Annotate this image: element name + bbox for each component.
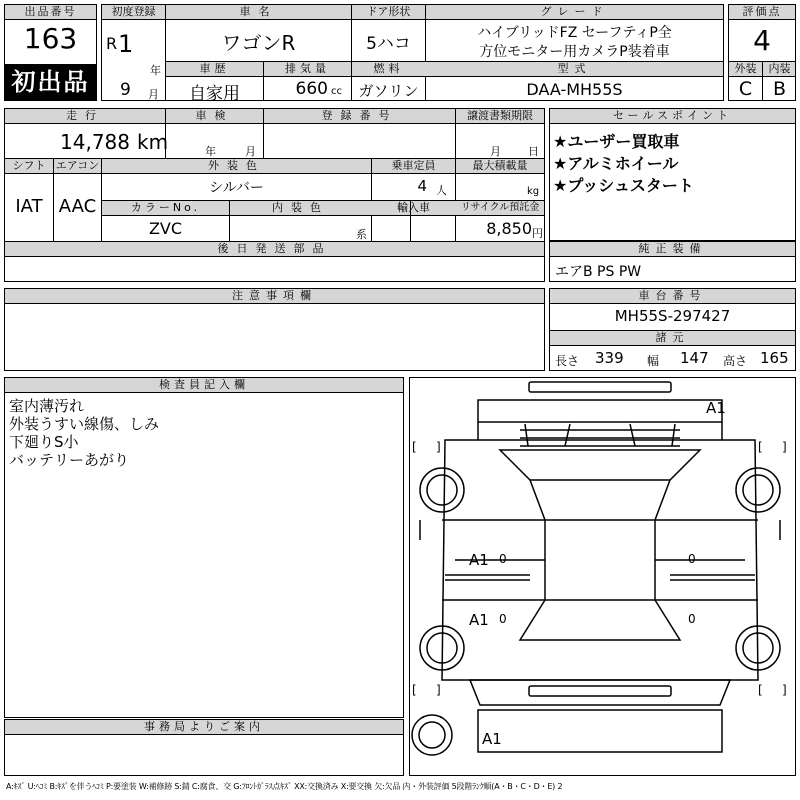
- inspector-line-4: バッテリーあがり: [9, 451, 130, 469]
- max-load-label: 最大積載量: [472, 159, 528, 172]
- int-score-label: 内装: [768, 62, 791, 75]
- first-reg-year-unit: 年: [150, 64, 161, 77]
- height-value: 165: [760, 349, 789, 367]
- first-reg-year: 1: [118, 30, 134, 58]
- mark-zero-3: 0: [499, 612, 507, 626]
- later-parts-label: 後日発送部品: [217, 242, 332, 255]
- bracket-left-front-close: ]: [436, 440, 441, 454]
- capacity-label: 乗車定員: [391, 159, 436, 172]
- displacement-label: 排気量: [285, 62, 330, 75]
- first-reg-month-unit: 月: [148, 88, 159, 101]
- sales-point-1: ★ユーザー買取車: [553, 132, 680, 151]
- damage-legend: A:ｷｽﾞ U:ﾍｺﾐ B:ｷｽﾞを伴うﾍｺﾐ P:要塗装 W:補修跡 S:錆 C:腐食、交 G:ﾌﾛﾝﾄｶﾞﾗｽ点ｷｽﾞ XX:交換済み X:要交換 欠:欠品 内・外装評価 5段階ﾗﾝｸ順(A・B・C・D・E) 2: [6, 782, 563, 791]
- inspection-year-unit: 年: [205, 145, 216, 158]
- recycle-unit: 円: [532, 227, 543, 240]
- lot-number: 163: [23, 22, 78, 55]
- mileage-label: 走行: [66, 109, 104, 122]
- door-value: 5ハコ: [366, 34, 411, 54]
- import-label: 輸入車: [397, 201, 430, 214]
- transfer-day-unit: 日: [528, 145, 539, 158]
- genuine-equipment-value: エアB PS PW: [555, 264, 642, 280]
- inspection-label: 車検: [195, 109, 234, 122]
- mark-a1-left-door-front: A1: [469, 551, 489, 569]
- inspector-line-1: 室内薄汚れ: [9, 397, 85, 415]
- inspection-month-unit: 月: [245, 145, 256, 158]
- dimensions-label: 諸元: [655, 331, 690, 344]
- first-reg-era: R: [106, 34, 118, 53]
- length-label: 長さ: [555, 354, 580, 368]
- chassis-value: MH55S-297427: [614, 307, 731, 325]
- aircon-value: AAC: [58, 196, 97, 217]
- grade-label: グレード: [540, 5, 609, 18]
- fuel-label: 燃料: [373, 62, 404, 75]
- mark-a1-rear: A1: [482, 730, 502, 748]
- mark-a1-front: A1: [706, 399, 726, 417]
- bracket-right-rear-close: ]: [782, 683, 787, 697]
- history-value: 自家用: [189, 84, 240, 104]
- length-value: 339: [595, 349, 624, 367]
- inspector-line-2: 外装うすい線傷、しみ: [9, 415, 160, 433]
- score-value: 4: [753, 24, 771, 57]
- mark-zero-4: 0: [688, 612, 696, 626]
- bracket-right-front-open: [: [758, 440, 763, 454]
- first-listing-badge: 初出品: [5, 64, 96, 100]
- chassis-label: 車台番号: [550, 289, 795, 304]
- transfer-label: 譲渡書類期限: [467, 109, 533, 122]
- transfer-month-unit: 月: [490, 145, 501, 158]
- first-reg-label: 初度登録: [111, 5, 156, 18]
- ext-score-label: 外装: [734, 62, 757, 75]
- office-label: 事務局よりご案内: [5, 720, 403, 735]
- genuine-equipment-label: 純正装備: [550, 242, 795, 257]
- car-name-label: 車名: [239, 5, 278, 18]
- sales-point-2: ★アルミホイール: [553, 154, 679, 173]
- displacement-value: 660: [295, 79, 328, 99]
- mileage-unit: km: [137, 130, 169, 154]
- sales-point-3: ★プッシュスタート: [553, 176, 694, 195]
- capacity-value: 4: [417, 177, 427, 195]
- displacement-unit: cc: [331, 86, 342, 97]
- inspector-label: 検査員記入欄: [5, 378, 403, 393]
- width-label: 幅: [647, 354, 660, 368]
- bracket-right-front-close: ]: [782, 440, 787, 454]
- max-load-unit: kg: [527, 186, 540, 197]
- registration-label: 登録番号: [321, 109, 398, 122]
- color-no-value: ZVC: [148, 219, 183, 238]
- int-color-unit: 系: [356, 228, 367, 241]
- recycle-label: リサイクル預託金: [460, 202, 540, 213]
- int-color-label: 内装色: [272, 201, 329, 214]
- bracket-left-rear-close: ]: [436, 683, 441, 697]
- grade-line1: ハイブリッドFZ セーフティP全: [477, 25, 672, 41]
- ext-color-label: 外装色: [208, 159, 265, 172]
- inspector-line-3: 下廻りS小: [9, 433, 79, 451]
- color-no-label: カラーNo.: [130, 201, 201, 214]
- first-reg-month: 9: [120, 80, 131, 100]
- recycle-value: 8,850: [486, 219, 532, 238]
- lot-label: 出品番号: [5, 5, 96, 20]
- sales-points-label: セールスポイント: [550, 109, 795, 124]
- mileage-value: 14,788: [60, 130, 130, 154]
- shift-value: IAT: [15, 196, 43, 217]
- int-score-value: B: [772, 78, 787, 100]
- grade-line2: 方位モニター用カメラP装着車: [479, 44, 670, 60]
- capacity-unit: 人: [436, 184, 447, 197]
- bracket-left-rear-open: [: [412, 683, 417, 697]
- mark-zero-2: 0: [688, 552, 696, 566]
- model-value: DAA-MH55S: [526, 80, 623, 99]
- mark-a1-left-door-rear: A1: [469, 611, 489, 629]
- bracket-right-rear-open: [: [758, 683, 763, 697]
- fuel-value: ガソリン: [358, 82, 419, 100]
- car-name-value: ワゴンR: [221, 31, 296, 55]
- notes-label: 注意事項欄: [5, 289, 544, 304]
- ext-color-value: シルバー: [209, 180, 264, 196]
- model-label: 型式: [557, 62, 592, 75]
- ext-score-value: C: [738, 78, 753, 100]
- history-label: 車歴: [199, 62, 230, 75]
- aircon-label: エアコン: [55, 159, 100, 172]
- bracket-left-front-open: [: [412, 440, 417, 454]
- door-label: ドア形状: [366, 5, 411, 18]
- shift-label: シフト: [12, 159, 46, 172]
- mark-zero-1: 0: [499, 552, 507, 566]
- height-label: 高さ: [723, 354, 748, 368]
- score-label: 評価点: [729, 5, 795, 20]
- width-value: 147: [680, 349, 709, 367]
